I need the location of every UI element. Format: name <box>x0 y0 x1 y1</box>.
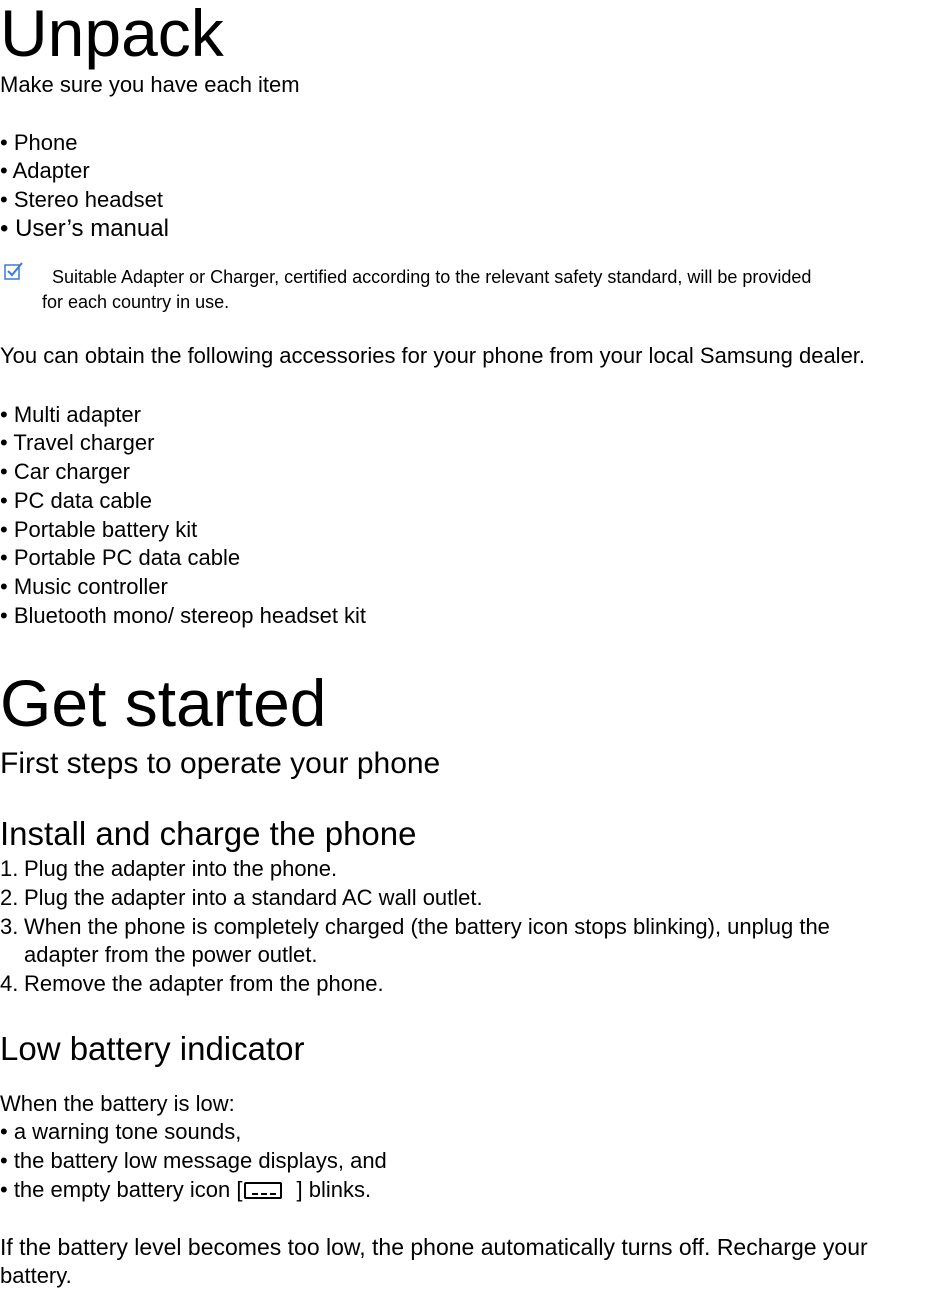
step-item-continued: adapter from the power outlet. <box>24 942 318 967</box>
list-item: • Multi adapter <box>0 402 141 427</box>
list-item: • the battery low message displays, and <box>0 1148 387 1173</box>
step-item: 3. When the phone is completely charged (the battery icon stops blinking), unplug the <box>0 914 830 939</box>
low-battery-intro: When the battery is low: <box>0 1091 235 1116</box>
empty-battery-icon <box>244 1182 282 1199</box>
list-item: • Portable PC data cable <box>0 545 241 570</box>
step-item: 2. Plug the adapter into a standard AC wall outlet. <box>0 885 483 910</box>
list-item: • Travel charger <box>0 430 155 455</box>
step-item: 4. Remove the adapter from the phone. <box>0 971 384 996</box>
list-item-battery-icon: • the empty battery icon [ ] blinks. <box>0 1177 372 1202</box>
list-item: • Car charger <box>0 459 130 484</box>
get-started-title: Get started <box>0 666 327 740</box>
list-item: • Music controller <box>0 574 168 599</box>
recharge-text-line1: If the battery level becomes too low, the phone automatically turns off. Recharge your <box>0 1234 868 1260</box>
list-item: • Portable battery kit <box>0 517 198 542</box>
list-item: • Bluetooth mono/ stereop headset kit <box>0 603 367 628</box>
list-item: • Phone <box>0 130 78 155</box>
accessories-intro: You can obtain the following accessories for your phone from your local Samsung dealer. <box>0 343 866 368</box>
note-text-line1: Suitable Adapter or Charger, certified according to the relevant safety standard, will be provided <box>52 267 812 287</box>
list-item: • PC data cable <box>0 488 153 513</box>
step-item: 1. Plug the adapter into the phone. <box>0 856 338 881</box>
checkbox-note-icon <box>4 262 24 280</box>
get-started-subtitle: First steps to operate your phone <box>0 747 441 780</box>
unpack-intro: Make sure you have each item <box>0 72 300 97</box>
recharge-text-line2: battery. <box>0 1263 72 1288</box>
low-battery-heading: Low battery indicator <box>0 1030 305 1067</box>
list-item: • a warning tone sounds, <box>0 1119 242 1144</box>
note-text-line2: for each country in use. <box>42 292 230 312</box>
list-item: • Stereo headset <box>0 187 164 212</box>
unpack-title: Unpack <box>0 0 224 70</box>
install-heading: Install and charge the phone <box>0 815 417 852</box>
list-item: • Adapter <box>0 158 90 183</box>
list-item: • User’s manual <box>0 215 169 242</box>
